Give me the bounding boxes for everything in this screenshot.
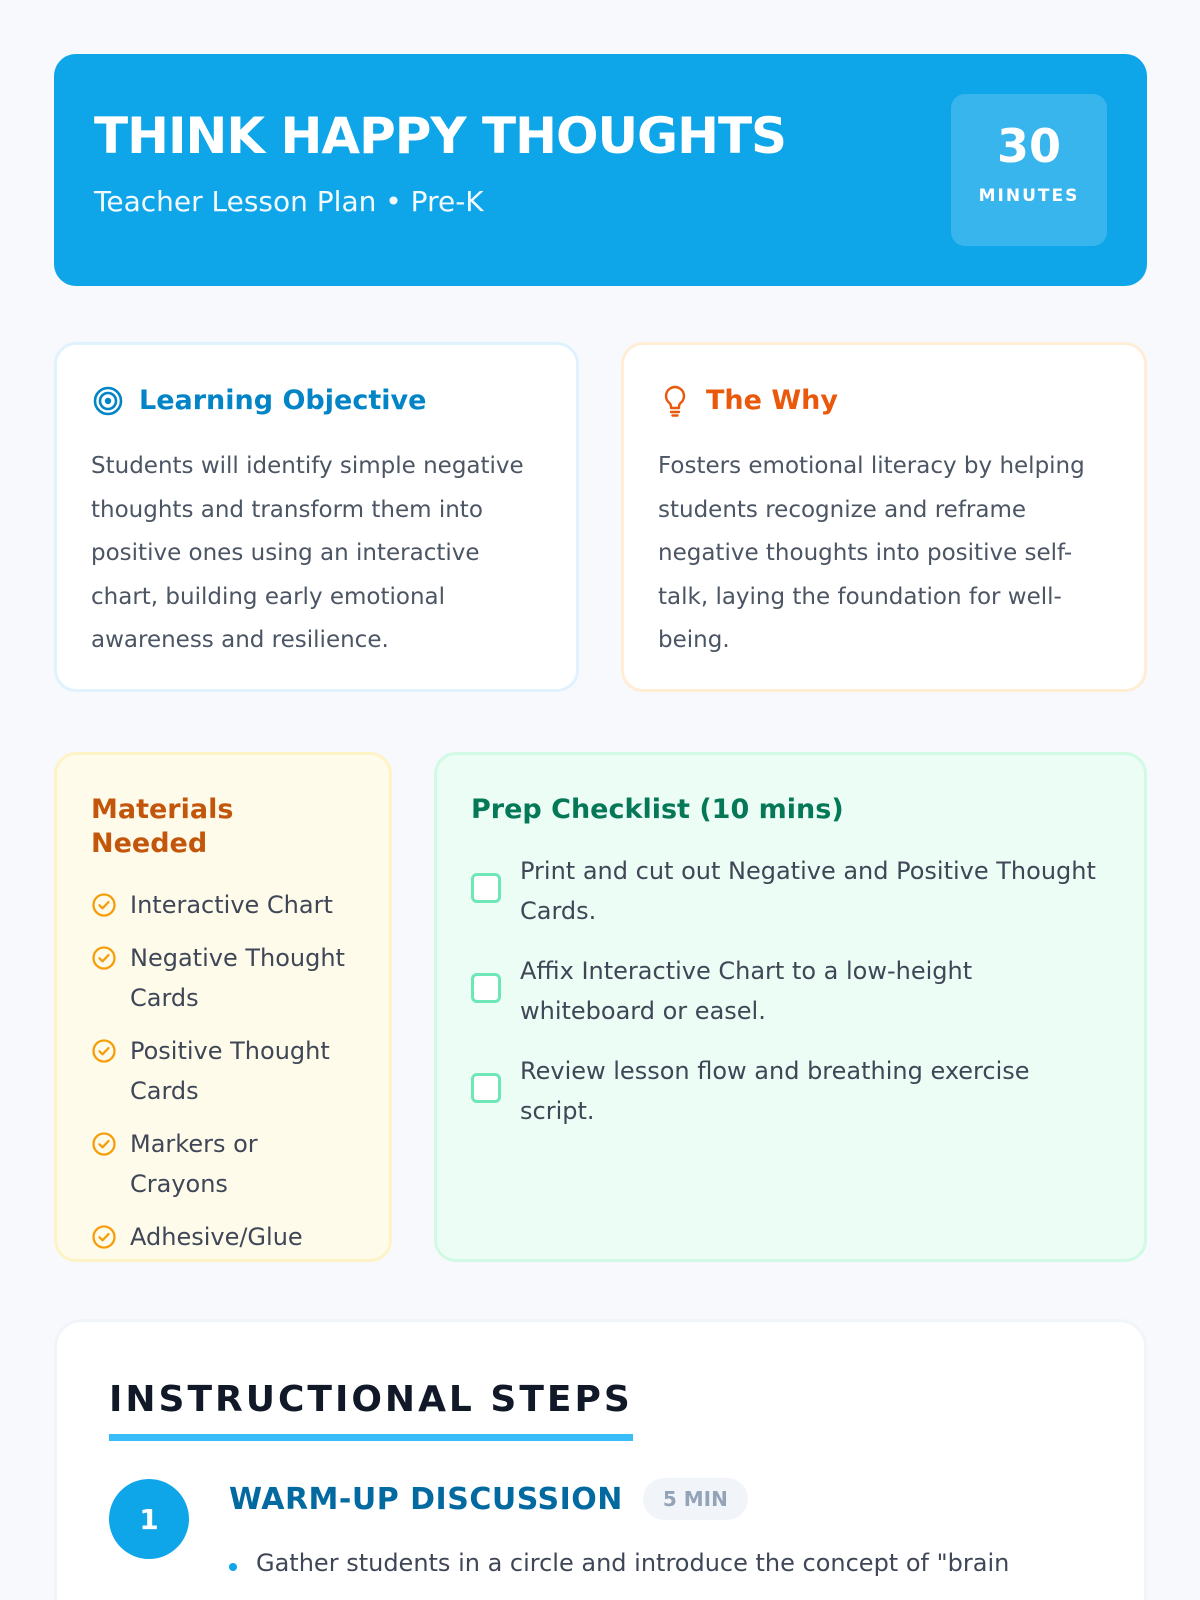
step-bullet-text: Gather students in a circle and introduce the concept of "brain [256,1549,1010,1577]
step-number: 1 [109,1479,189,1559]
lesson-plan-page [54,54,1147,1577]
list-item [91,1031,355,1111]
check-circle-icon [91,938,117,978]
check-circle-icon [91,1031,117,1071]
prep-checklist [471,851,1110,1131]
learning-objective-text: Students will identify simple negative thoughts and transform them into positive ones using an interactive chart, building early emotional awareness and resilience. [91,453,524,653]
prep-task-label: Affix Interactive Chart to a low-height whiteboard or easel. [520,957,973,1025]
list-item [471,851,1110,931]
duration-unit: MINUTES [978,186,1080,206]
the-why-card [621,342,1147,692]
prep-checklist-title: Prep Checklist (10 mins) [471,794,844,825]
header-banner [54,54,1147,286]
materials-title: Materials Needed [91,794,234,859]
list-item [471,951,1110,1031]
check-circle-icon [91,1217,117,1257]
learning-objective-title: Learning Objective [139,385,427,416]
materials-list [91,885,355,1257]
the-why-title: The Why [706,385,838,416]
list-item [91,938,355,1018]
list-item [471,1051,1110,1131]
learning-objective-card [54,342,579,692]
material-label: Positive Thought Cards [130,1037,330,1105]
prep-task-label: Print and cut out Negative and Positive Thought Cards. [520,857,1096,925]
instructional-steps-title: INSTRUCTIONAL STEPS [109,1378,633,1441]
check-circle-icon [91,885,117,925]
duration-value: 30 [996,119,1061,173]
prep-checkbox[interactable] [471,873,501,903]
prep-checklist-card [434,752,1147,1262]
material-label: Interactive Chart [130,891,333,919]
the-why-text: Fosters emotional literacy by helping students recognize and reframe negative thoughts into positive self-talk, laying the foundation for well-being. [658,453,1085,653]
prep-task-label: Review lesson flow and breathing exercise script. [520,1057,1030,1125]
bullet-icon [229,1563,237,1571]
step-item [109,1477,1092,1600]
list-item [91,885,355,925]
step-duration-badge: 5 MIN [643,1478,748,1520]
list-item [91,1217,355,1257]
duration-badge [951,94,1107,246]
material-label: Adhesive/Glue [130,1223,303,1251]
list-item [229,1543,1089,1583]
target-icon [91,384,125,418]
overview-row [54,342,1147,692]
prep-checkbox[interactable] [471,973,501,1003]
preparation-row [54,752,1147,1262]
page-subtitle: Teacher Lesson Plan • Pre-K [94,185,484,218]
prep-checkbox[interactable] [471,1073,501,1103]
lightbulb-icon [658,384,692,418]
step-bullets [229,1543,1089,1583]
material-label: Negative Thought Cards [130,944,345,1012]
page-title: THINK HAPPY THOUGHTS [94,107,787,165]
instructional-steps-section [54,1319,1147,1600]
check-circle-icon [91,1124,117,1164]
material-label: Markers or Crayons [130,1130,258,1198]
step-title: WARM-UP DISCUSSION [229,1481,623,1517]
materials-card [54,752,392,1262]
list-item [91,1124,355,1204]
